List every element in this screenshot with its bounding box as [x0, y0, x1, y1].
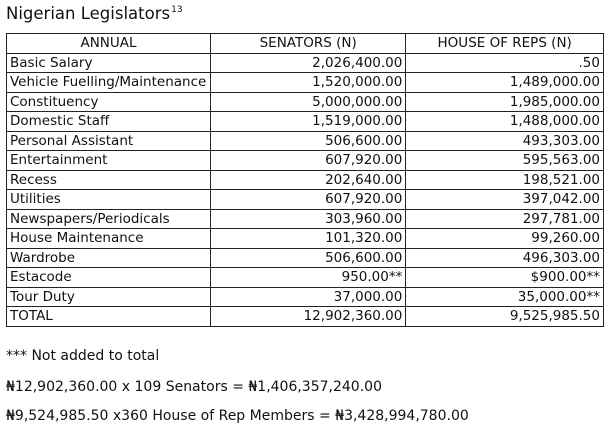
title-text: Nigerian Legislators [6, 4, 171, 23]
table-row [7, 248, 604, 268]
house-of-reps-value: 1,985,000.00 [406, 92, 604, 112]
total-label: TOTAL [7, 307, 211, 327]
row-label: Tour Duty [7, 287, 211, 307]
table-row [7, 268, 604, 288]
senators-value: 37,000.00 [210, 287, 405, 307]
house-of-reps-value: 297,781.00 [406, 209, 604, 229]
senators-value: 607,920.00 [210, 151, 405, 171]
row-label: Newspapers/Periodicals [7, 209, 211, 229]
senators-value: 303,960.00 [210, 209, 405, 229]
table-row [7, 92, 604, 112]
row-label: Estacode [7, 268, 211, 288]
house-of-reps-value: 595,563.00 [406, 151, 604, 171]
table-header-row [7, 34, 604, 54]
table-row [7, 131, 604, 151]
table-row [7, 170, 604, 190]
house-of-reps-value: 496,303.00 [406, 248, 604, 268]
senators-calculation: ₦12,902,360.00 x 109 Senators = ₦1,406,357,240.00 [6, 379, 382, 395]
row-label: Domestic Staff [7, 112, 211, 132]
table-row [7, 151, 604, 171]
house-of-reps-value: $900.00** [406, 268, 604, 288]
senators-value: 202,640.00 [210, 170, 405, 190]
senators-value: 1,519,000.00 [210, 112, 405, 132]
house-of-reps-value: 198,521.00 [406, 170, 604, 190]
row-label: Entertainment [7, 151, 211, 171]
table-row [7, 287, 604, 307]
table-row [7, 112, 604, 132]
senators-value: 5,000,000.00 [210, 92, 405, 112]
table-row [7, 209, 604, 229]
senators-value: 950.00** [210, 268, 405, 288]
row-label: Personal Assistant [7, 131, 211, 151]
table-row [7, 73, 604, 93]
row-label: Wardrobe [7, 248, 211, 268]
senators-value: 506,600.00 [210, 131, 405, 151]
house-of-reps-total: 9,525,985.50 [406, 307, 604, 327]
senators-value: 506,600.00 [210, 248, 405, 268]
house-of-reps-value: 1,488,000.00 [406, 112, 604, 132]
senators-value: 1,520,000.00 [210, 73, 405, 93]
house-of-reps-value: 493,303.00 [406, 131, 604, 151]
house-of-reps-value: .50 [406, 53, 604, 73]
house-of-reps-value: 99,260.00 [406, 229, 604, 249]
row-label: Basic Salary [7, 53, 211, 73]
footnote-not-added: *** Not added to total [6, 348, 160, 364]
table-row [7, 229, 604, 249]
row-label: Constituency [7, 92, 211, 112]
house-of-reps-calculation: ₦9,524,985.50 x360 House of Rep Members = ₦3,428,994,780.00 [6, 408, 469, 424]
house-of-reps-value: 1,489,000.00 [406, 73, 604, 93]
senators-value: 607,920.00 [210, 190, 405, 210]
house-of-reps-value: 35,000.00** [406, 287, 604, 307]
house-of-reps-value: 397,042.00 [406, 190, 604, 210]
row-label: Recess [7, 170, 211, 190]
document-title [6, 0, 183, 24]
total-row [7, 307, 604, 327]
row-label: Vehicle Fuelling/Maintenance [7, 73, 211, 93]
table-row [7, 190, 604, 210]
senators-value: 101,320.00 [210, 229, 405, 249]
header-house-of-reps: HOUSE OF REPS (N) [406, 34, 604, 54]
senators-value: 2,026,400.00 [210, 53, 405, 73]
legislators-pay-table [6, 33, 604, 327]
header-senators: SENATORS (N) [210, 34, 405, 54]
row-label: Utilities [7, 190, 211, 210]
row-label: House Maintenance [7, 229, 211, 249]
footnote-reference: 13 [171, 5, 183, 15]
header-annual: ANNUAL [7, 34, 211, 54]
table-row [7, 53, 604, 73]
senators-total: 12,902,360.00 [210, 307, 405, 327]
